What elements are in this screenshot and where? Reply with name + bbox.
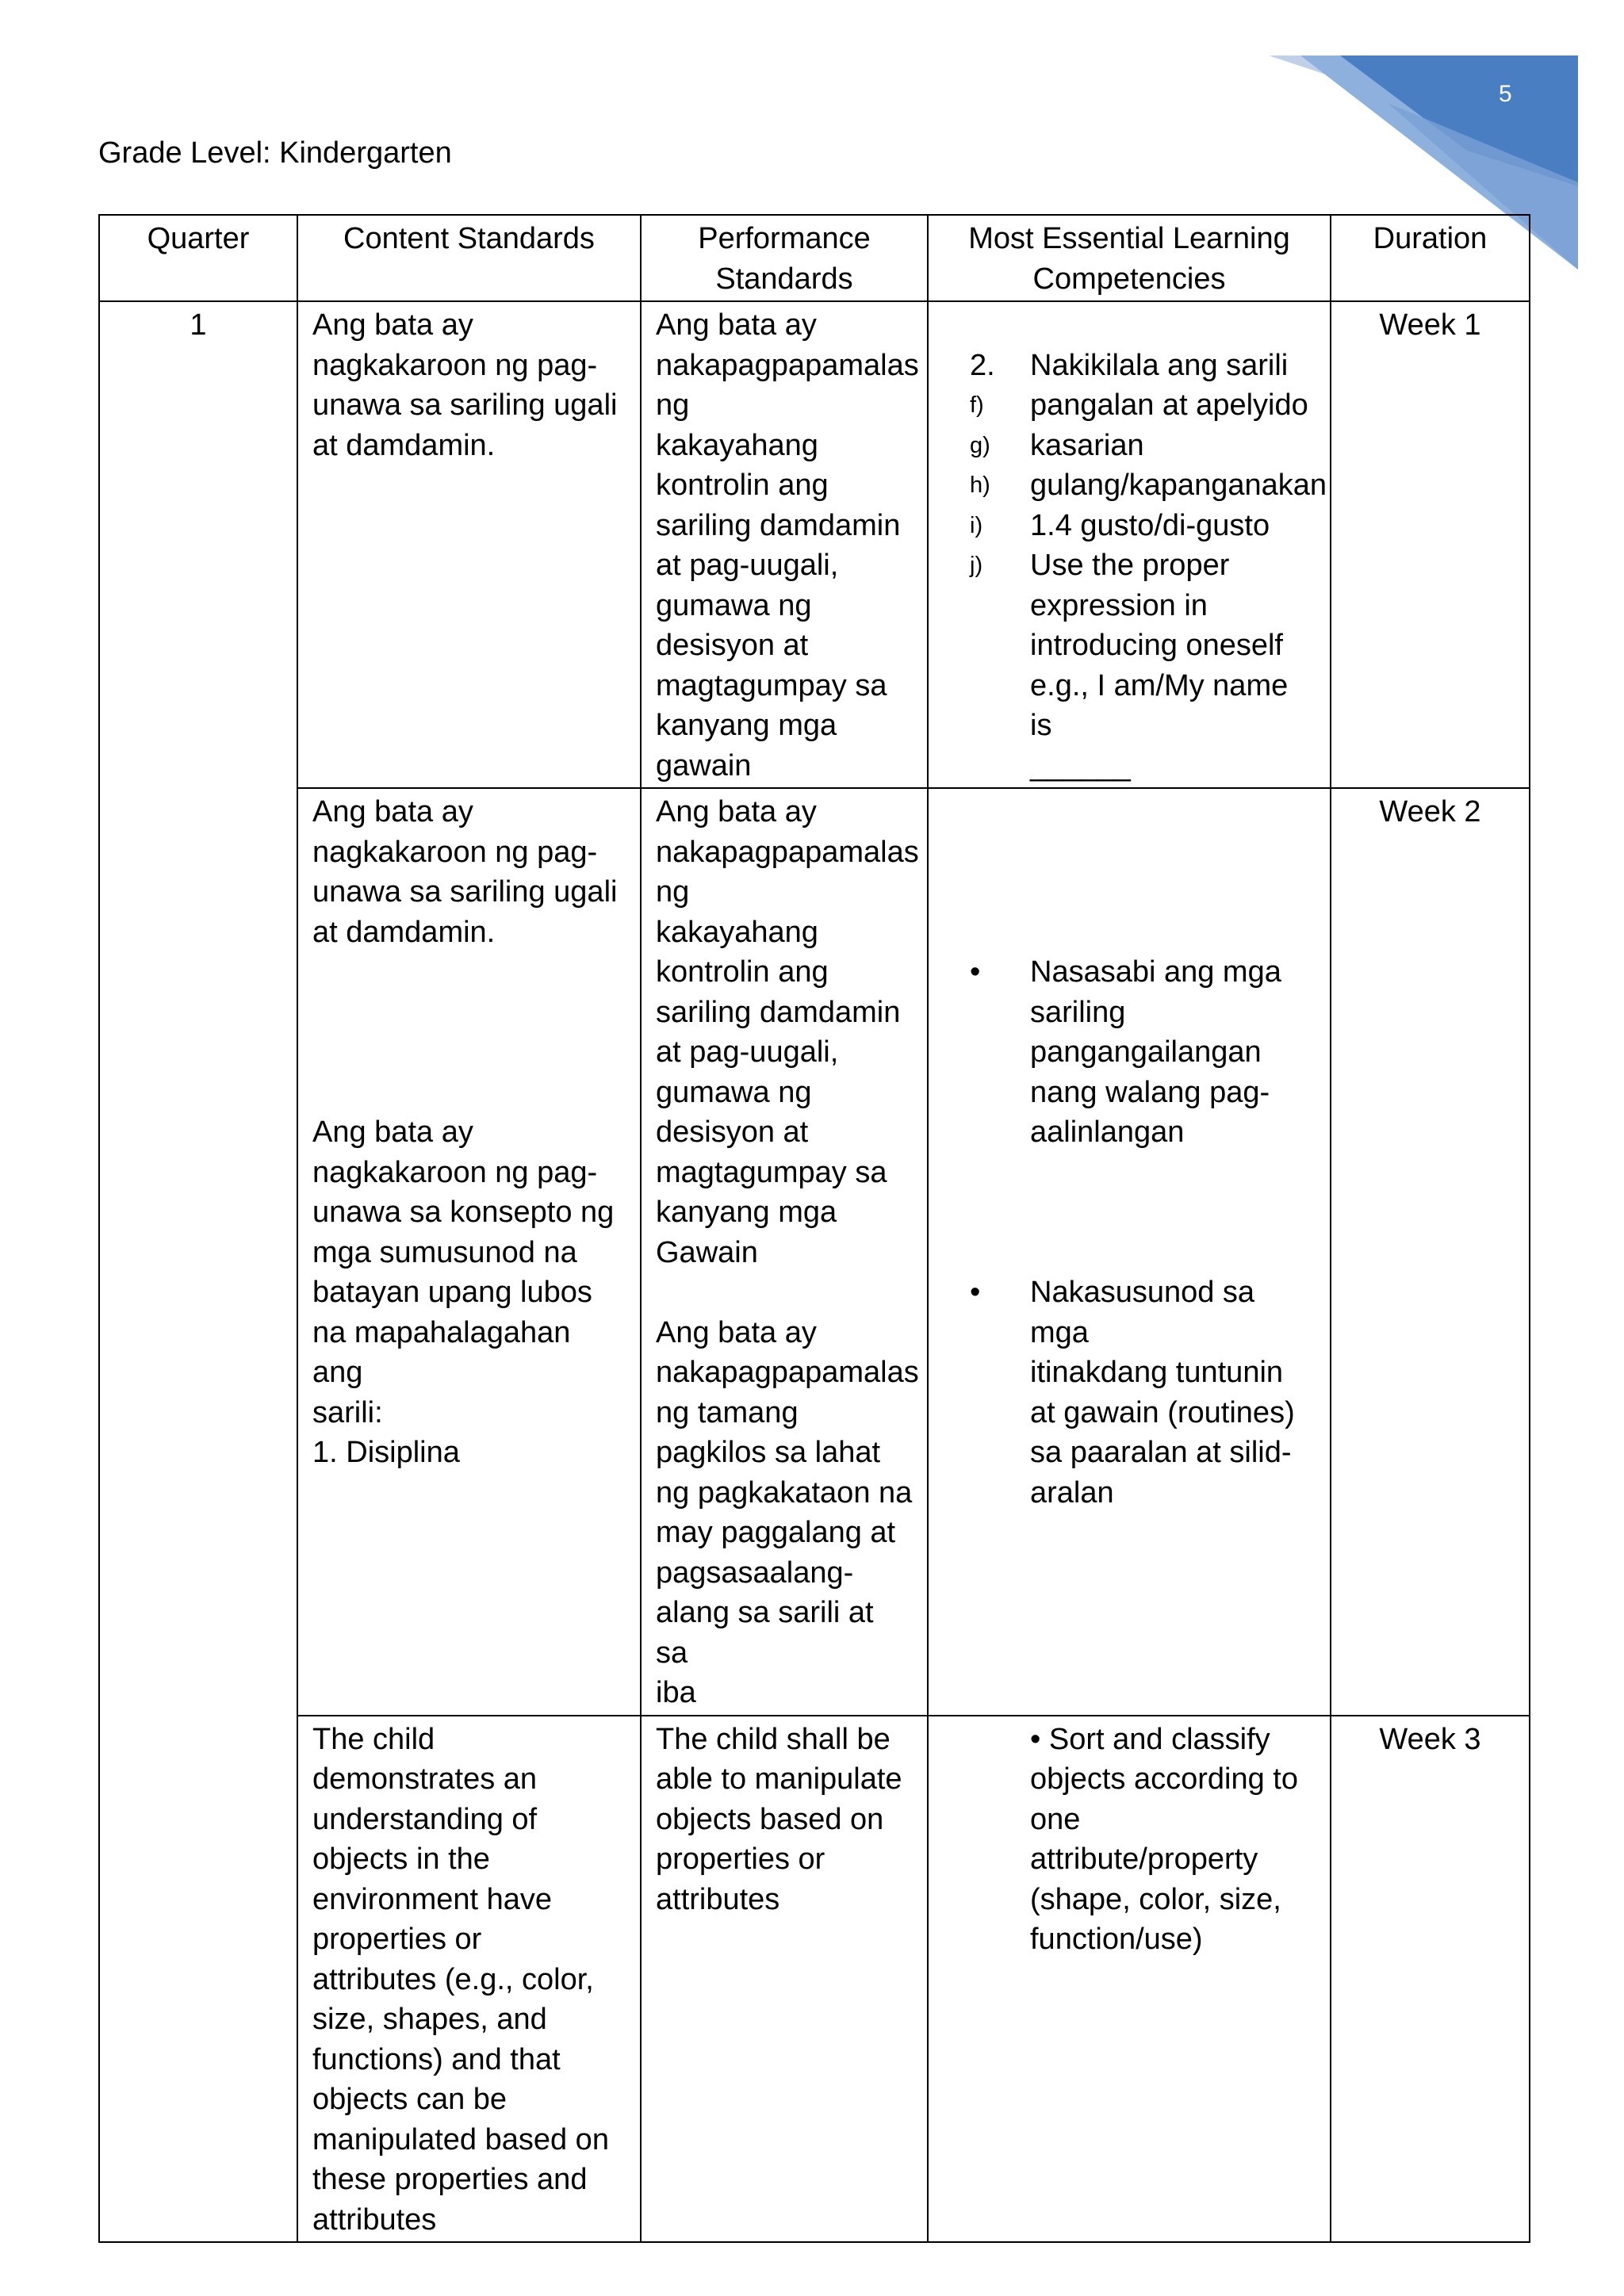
competency-item: • Nasasabi ang mga sariling pangangailangan nang walang pag- aalinlangan bbox=[970, 955, 1281, 1149]
competency-item: f) pangalan at apelyido bbox=[970, 388, 1308, 422]
page-number: 5 bbox=[1499, 81, 1512, 107]
content-standard-text: Ang bata ay nagkakaroon ng pag- unawa sa sariling ugali at damdamin. bbox=[312, 795, 618, 949]
header-duration: Duration bbox=[1331, 215, 1530, 301]
content-standard-text: Ang bata ay nagkakaroon ng pag- unawa sa sariling ugali at damdamin. bbox=[312, 308, 618, 462]
performance-standards-cell bbox=[641, 301, 928, 788]
header-learning-competencies: Most Essential Learning Competencies bbox=[928, 215, 1331, 301]
content-standard-text: The child demonstrates an understanding of objects in the environment have properties or attributes (e.g., color, size, shapes, and functions) and that objects can be manipulated based on these properties and attributes bbox=[312, 1722, 609, 2237]
grade-level-heading: Grade Level: Kindergarten bbox=[98, 136, 452, 170]
competency-list bbox=[943, 1720, 1316, 1960]
header-content-standards: Content Standards bbox=[297, 215, 641, 301]
competency-item: i) 1.4 gusto/di-gusto bbox=[970, 508, 1270, 542]
competencies-cell bbox=[928, 1716, 1331, 2243]
content-standard-text: Ang bata ay nagkakaroon ng pag- unawa sa konsepto ng mga sumusunod na batayan upang lubos na mapahalagahan ang sarili: 1. Disiplina bbox=[312, 1115, 615, 1469]
competency-list bbox=[943, 346, 1327, 786]
duration-cell: Week 3 bbox=[1331, 1716, 1530, 2243]
performance-standard-text: Ang bata ay nakapagpapamalas ng tamang pagkilos sa lahat ng pagkakataon na may paggalang at pagsasaalang- alang sa sarili at sa iba bbox=[656, 1315, 919, 1709]
performance-standards-cell bbox=[641, 1716, 928, 2243]
competency-item: • Sort and classify objects according to one attribute/property (shape, color, size, function/use) bbox=[1030, 1722, 1298, 1956]
curriculum-table bbox=[98, 214, 1530, 2243]
content-standards-cell bbox=[297, 788, 641, 1716]
table-row bbox=[99, 788, 1530, 1716]
competencies-cell bbox=[928, 301, 1331, 788]
duration-cell: Week 2 bbox=[1331, 788, 1530, 1716]
table-header-row bbox=[99, 215, 1530, 301]
content-standards-cell bbox=[297, 301, 641, 788]
performance-standard-text: Ang bata ay nakapagpapamalas ng kakayahang kontrolin ang sariling damdamin at pag-uugali, gumawa ng desisyon at magtagumpay sa kanyang mga gawain bbox=[656, 308, 919, 783]
competency-item: g) kasarian bbox=[970, 428, 1144, 462]
duration-cell: Week 1 bbox=[1331, 301, 1530, 788]
competency-item: 2. Nakikilala ang sarili bbox=[970, 348, 1289, 382]
performance-standards-cell bbox=[641, 788, 928, 1716]
table-row bbox=[99, 301, 1530, 788]
table-row bbox=[99, 1716, 1530, 2243]
content-standards-cell bbox=[297, 1716, 641, 2243]
performance-standard-text: The child shall be able to manipulate objects based on properties or attributes bbox=[656, 1722, 902, 1916]
header-quarter: Quarter bbox=[99, 215, 297, 301]
competency-item: • Nakasusunod sa mga itinakdang tuntunin at gawain (routines) sa paaralan at silid- aralan bbox=[970, 1276, 1295, 1510]
competency-item: h) gulang/kapanganakan bbox=[970, 469, 1327, 502]
performance-standard-text: Ang bata ay nakapagpapamalas ng kakayahang kontrolin ang sariling damdamin at pag-uugali, gumawa ng desisyon at magtagumpay sa kanyang mga Gawain bbox=[656, 795, 919, 1269]
competencies-cell bbox=[928, 788, 1331, 1716]
quarter-cell: 1 bbox=[99, 301, 297, 2242]
competency-list bbox=[943, 952, 1316, 1513]
competency-item: j) Use the proper expression in introducing oneself e.g., I am/My name is ______ bbox=[970, 549, 1289, 783]
header-performance-standards: Performance Standards bbox=[641, 215, 928, 301]
